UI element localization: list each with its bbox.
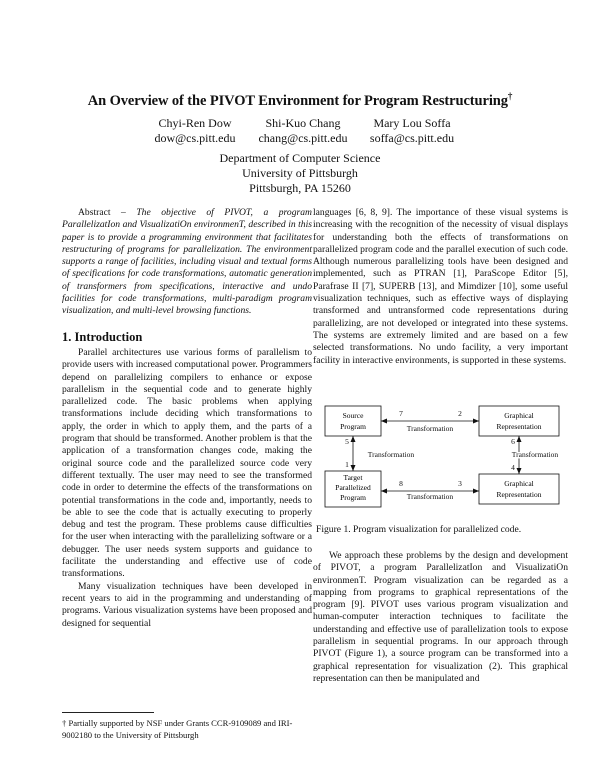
right-column-bottom	[313, 550, 568, 685]
edge-number: 1	[345, 460, 349, 469]
figure-diagram	[323, 401, 563, 511]
intro-paragraph-2: Many visualization techniques have been developed in recent years to aid in the programming and understanding of programs. Various visualization systems have been proposed and designed for sequential	[62, 580, 312, 629]
affiliation	[0, 151, 600, 196]
title-text: An Overview of the PIVOT Environment for Program Restructuring	[87, 92, 508, 109]
abstract-text: The objective of PIVOT, a program ParallelizatIon and VisualizatiOn environmenT, described in this paper is to provide a programming environment that facilitates restructuring of programs for parallelization. The environment supports a range of facilities, including visual and textual forms of specifications for code transformations, automatic generation of transformers from specifications, interactive and undo facilities for code transformations, multi-paradigm program visualization, and multi-level browsing functions.	[62, 207, 312, 317]
box-label: Program	[340, 493, 366, 502]
paper-title	[0, 91, 600, 110]
box-label: Graphical	[504, 411, 534, 420]
edge-label: Transformation	[511, 450, 559, 459]
box-label: Representation	[496, 422, 542, 431]
abstract-label: Abstract –	[78, 207, 126, 218]
author-email: soffa@cs.pitt.edu	[369, 131, 455, 145]
edge-number: 5	[345, 437, 349, 446]
author-3	[352, 116, 472, 146]
figure-caption: Figure 1. Program visualization for parallelized code.	[316, 524, 522, 535]
author-1	[140, 116, 250, 146]
title-footnote-mark: †	[507, 91, 513, 101]
author-2	[248, 116, 358, 146]
intro-paragraph-1: Parallel architectures use various forms of parallelism to provide users with increased computational power. Programmers depend on parallelizing compilers to enhance or expose parallelism in the sequential code and to generate highly parallelized code. The basic problems when applying transformations include deciding which transformations to apply, the order in which to apply them, and the parts of a program that should be transformed. Another problem is that the application of a transformation changes code, making the original source code and the parallelized source code very different textually. The user may need to see the transformed code in order to determine the effects of the transformations on potential transformations in the code and, importantly, needs to be able to see the code that is actually executing to properly debug and test the program. These problems cause difficulties for the user when interacting with the parallelizing software or a debugger. The user needs system supports and guidance to facilitate the understanding and effective use of code transformations.	[62, 346, 312, 580]
affiliation-dept: Department of Computer Science	[219, 151, 381, 165]
author-name: Shi-Kuo Chang	[265, 116, 341, 130]
edge-number: 6	[511, 437, 515, 446]
box-label: Parallelized	[335, 483, 371, 492]
author-name: Mary Lou Soffa	[373, 116, 451, 130]
right-paragraph-1: languages [6, 8, 9]. The importance of these visual systems is increasing with the recognition of the necessity of visual displays for understanding both the effects of transformations on parallelized program code and the parallel execution of such code. Although numerous parallelizing tools have been designed and implemented, such as PTRAN [1], ParaScope Editor [5], Parafrase II [7], SUPERB [13], and Mimdizer [10], some useful visualization techniques, such as effective ways of displaying transformed and untransformed code representations during parallelizing, are not developed or integrated into these systems. The systems are extremely limited and are based on a few selected transformations. No undo facility, a very important facility in interactive environments, is supported in these systems.	[313, 207, 568, 366]
box-label: Program	[340, 422, 366, 431]
affiliation-city: Pittsburgh, PA 15260	[249, 181, 351, 195]
affiliation-univ: University of Pittsburgh	[242, 166, 358, 180]
edge-label: Transformation	[367, 450, 415, 459]
abstract	[62, 207, 312, 318]
section-heading: 1. Introduction	[62, 329, 143, 344]
box-label: Source	[342, 411, 364, 420]
author-name: Chyi-Ren Dow	[158, 116, 232, 130]
footnote-rule	[62, 712, 154, 713]
left-column	[62, 207, 312, 630]
author-email: dow@cs.pitt.edu	[154, 131, 236, 145]
edge-label: Transformation	[406, 492, 454, 501]
author-email: chang@cs.pitt.edu	[258, 131, 348, 145]
box-label: Representation	[496, 490, 542, 499]
edge-label: Transformation	[406, 424, 454, 433]
right-column-top	[313, 207, 568, 367]
footnote: † Partially supported by NSF under Grants CCR-9109089 and IRI-9002180 to the University of Pittsburgh	[62, 718, 293, 740]
figure-1	[323, 401, 563, 511]
edge-number: 3	[458, 479, 462, 488]
edge-number: 2	[458, 409, 462, 418]
edge-number: 7	[399, 409, 403, 418]
edge-number: 4	[511, 463, 515, 472]
right-paragraph-2: We approach these problems by the design and development of PIVOT, a program ParallelizatIon and VisualizatiOn environmenT. Program visualization can be regarded as a mapping from programs to graphical representations of the program [9]. PIVOT uses various program visualization and human-computer interaction techniques to facilitate the understanding and effective use of parallelization tools to expose parallelism in sequential programs. In our approach through PIVOT (Figure 1), a source program can be transformed into a graphical representation for visualization (2). This graphical representation can then be manipulated and	[313, 550, 568, 684]
box-label: Graphical	[504, 479, 534, 488]
edge-number: 8	[399, 479, 403, 488]
box-label: Target	[343, 473, 363, 482]
